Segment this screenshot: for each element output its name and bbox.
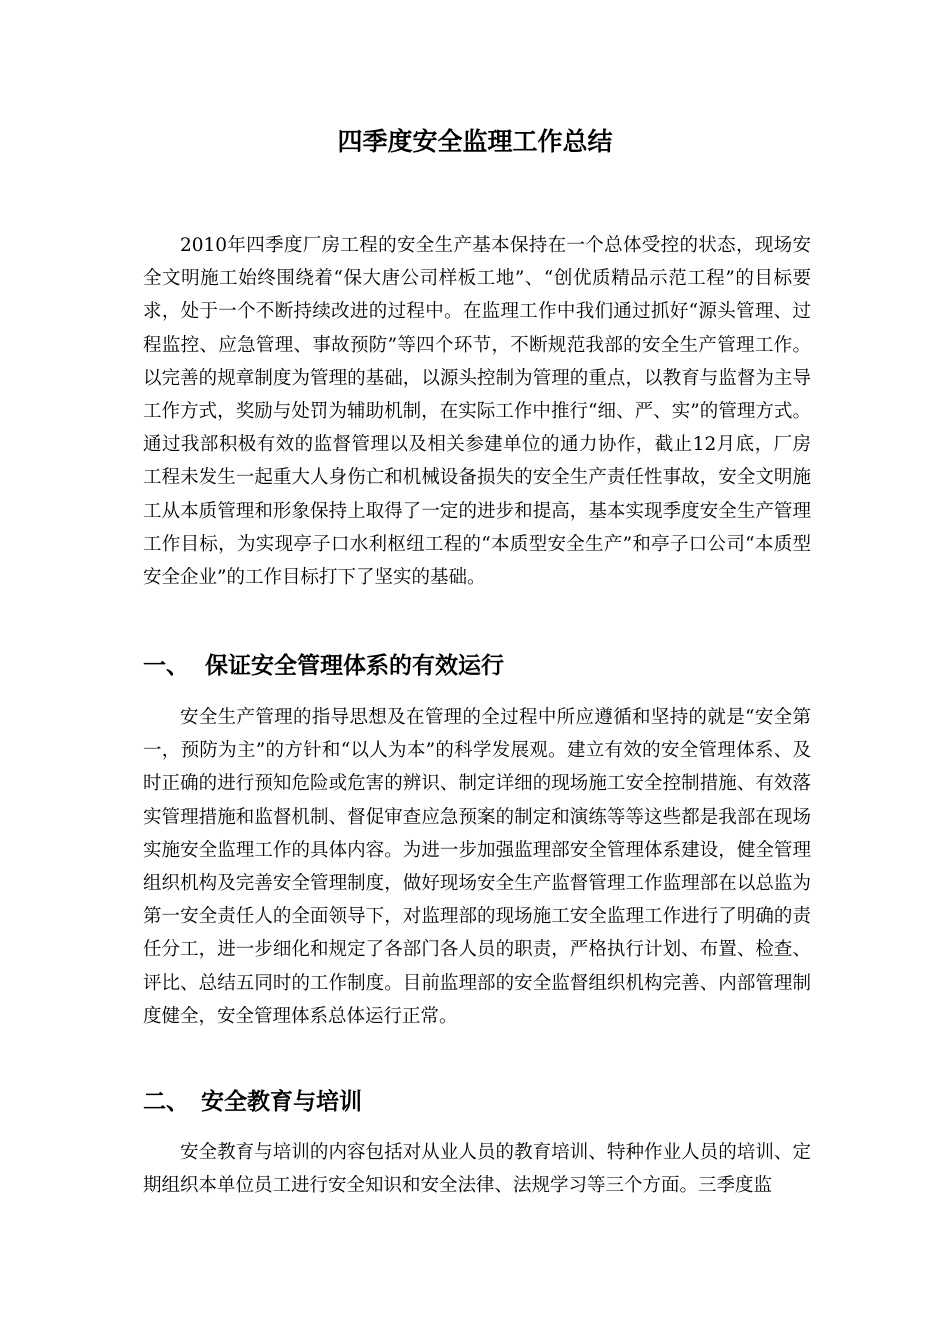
- section-2-body: 安全教育与培训的内容包括对从业人员的教育培训、特种作业人员的培训、定期组织本单位员工进行安全知识和安全法律、法规学习等三个方面。三季度监: [143, 1142, 811, 1197]
- document-title: 四季度安全监理工作总结: [337, 127, 613, 156]
- section-2-title: 安全教育与培训: [201, 1089, 362, 1115]
- section-1-number: 一、: [143, 653, 189, 679]
- intro-paragraph: 2010年四季度厂房工程的安全生产基本保持在一个总体受控的状态，现场安全文明施工始终围绕着“保大唐公司样板工地”、“创优质精品示范工程”的目标要求，处于一个不断持续改进的过程中。在监理工作中我们通过抓好“源头管理、过程监控、应急管理、事故预防”等四个环节，不断规范我部的安全生产管理工作。以完善的规章制度为管理的基础，以源头控制为管理的重点，以教育与监督为主导工作方式，奖励与处罚为辅助机制，在实际工作中推行“细、严、实”的管理方式。通过我部积极有效的监督管理以及相关参建单位的通力协作，截止12月底，厂房工程未发生一起重大人身伤亡和机械设备损失的安全生产责任性事故，安全文明施工从本质管理和形象保持上取得了一定的进步和提高，基本实现季度安全生产管理工作目标，为实现亭子口水利枢纽工程的“本质型安全生产”和亭子口公司“本质型安全企业”的工作目标打下了坚实的基础。: [143, 235, 811, 589]
- section-1-title: 保证安全管理体系的有效运行: [205, 653, 504, 679]
- section-1-heading: [143, 648, 811, 684]
- section-1-body: 安全生产管理的指导思想及在管理的全过程中所应遵循和坚持的就是“安全第一，预防为主”的方针和“以人为本”的科学发展观。建立有效的安全管理体系、及时正确的进行预知危险或危害的辨识、制定详细的现场施工安全控制措施、有效落实管理措施和监督机制、督促审查应急预案的制定和演练等等这些都是我部在现场实施安全监理工作的具体内容。为进一步加强监理部安全管理体系建设，健全管理组织机构及完善安全管理制度，做好现场安全生产监督管理工作监理部在以总监为第一安全责任人的全面领导下，对监理部的现场施工安全监理工作进行了明确的责任分工，进一步细化和规定了各部门各人员的职责，严格执行计划、布置、检查、评比、总结五同时的工作制度。目前监理部的安全监督组织机构完善、内部管理制度健全，安全管理体系总体运行正常。: [143, 707, 811, 1027]
- section-2-number: 二、: [143, 1089, 189, 1115]
- section-2-heading: [143, 1084, 811, 1120]
